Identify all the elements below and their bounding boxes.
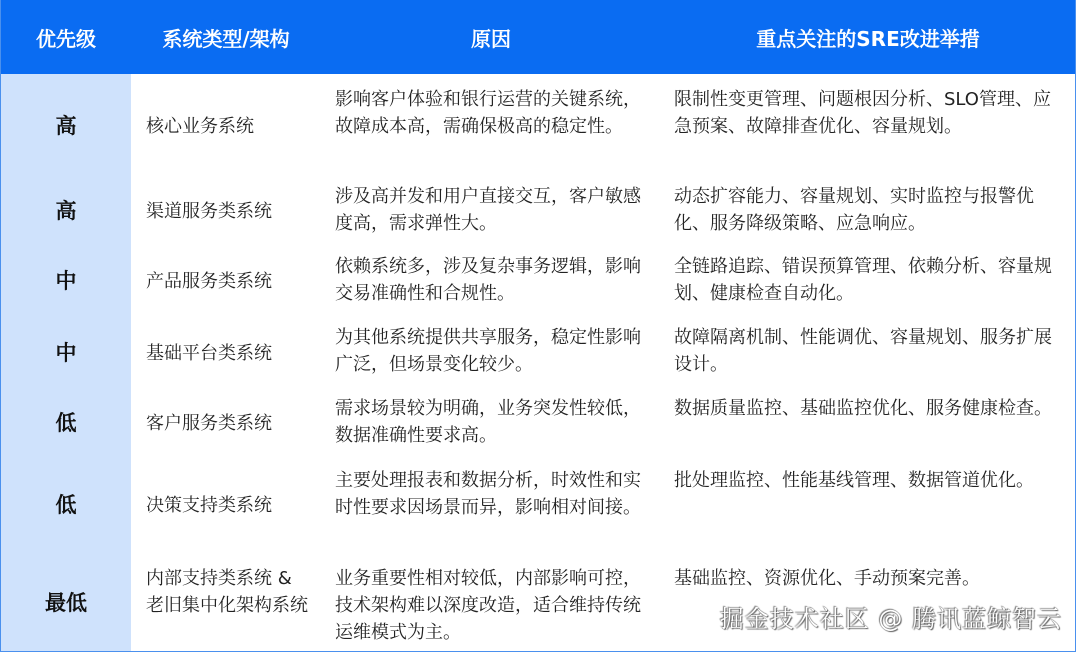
header-sre-measures: 重点关注的SRE改进举措	[756, 26, 980, 51]
measures-cell: 基础监控、资源优化、手动预案完善。	[674, 568, 980, 589]
reason-cell: 影响客户体验和银行运营的关键系统，故障成本高，需确保极高的稳定性。	[335, 89, 641, 137]
priority-cell: 中	[1, 245, 131, 318]
reason-cell: 业务重要性相对较低，内部影响可控，技术架构难以深度改造，适合维持传统运维模式为主。	[335, 568, 641, 643]
header-system-type: 系统类型/架构	[162, 26, 290, 51]
table-header	[1, 0, 1075, 74]
table-row	[1, 245, 1075, 318]
system-cell: 核心业务系统	[146, 115, 254, 137]
priority-cell: 高	[1, 178, 131, 245]
system-cell: 决策支持类系统	[146, 495, 272, 516]
system-cell: 客户服务类系统	[146, 412, 272, 434]
system-cell: 产品服务类系统	[146, 271, 272, 292]
priority-cell: 低	[1, 388, 131, 458]
measures-cell: 全链路追踪、错误预算管理、依赖分析、容量规划、健康检查自动化。	[674, 256, 1052, 304]
table-row	[1, 458, 1075, 553]
system-cell: 内部支持类系统 & 老旧集中化架构系统	[146, 568, 308, 616]
system-cell: 基础平台类系统	[146, 342, 272, 364]
reason-cell: 需求场景较为明确，业务突发性较低，数据准确性要求高。	[335, 398, 641, 446]
table-row	[1, 74, 1075, 178]
reason-cell: 涉及高并发和用户直接交互，客户敏感度高，需求弹性大。	[335, 186, 641, 234]
watermark: 掘金技术社区 @ 腾讯蓝鲸智云	[719, 605, 1062, 633]
priority-cell: 最低	[1, 553, 131, 652]
reason-cell: 主要处理报表和数据分析，时效性和实时性要求因场景而异，影响相对间接。	[335, 470, 641, 518]
measures-cell: 故障隔离机制、性能调优、容量规划、服务扩展设计。	[674, 327, 1052, 375]
priority-cell: 高	[1, 74, 131, 178]
measures-cell: 限制性变更管理、问题根因分析、SLO管理、应急预案、故障排查优化、容量规划。	[674, 89, 1051, 137]
reason-cell: 为其他系统提供共享服务，稳定性影响广泛，但场景变化较少。	[335, 327, 641, 375]
system-cell: 渠道服务类系统	[146, 201, 272, 222]
reason-cell: 依赖系统多，涉及复杂事务逻辑，影响交易准确性和合规性。	[335, 256, 641, 304]
priority-cell: 中	[1, 318, 131, 388]
header-reason: 原因	[471, 26, 511, 51]
measures-cell: 数据质量监控、基础监控优化、服务健康检查。	[674, 398, 1052, 419]
table-row	[1, 388, 1075, 458]
header-priority: 优先级	[36, 26, 96, 51]
table-row	[1, 178, 1075, 245]
priority-cell: 低	[1, 458, 131, 553]
measures-cell: 批处理监控、性能基线管理、数据管道优化。	[674, 470, 1034, 491]
table-row	[1, 318, 1075, 388]
measures-cell: 动态扩容能力、容量规划、实时监控与报警优化、服务降级策略、应急响应。	[674, 186, 1034, 234]
